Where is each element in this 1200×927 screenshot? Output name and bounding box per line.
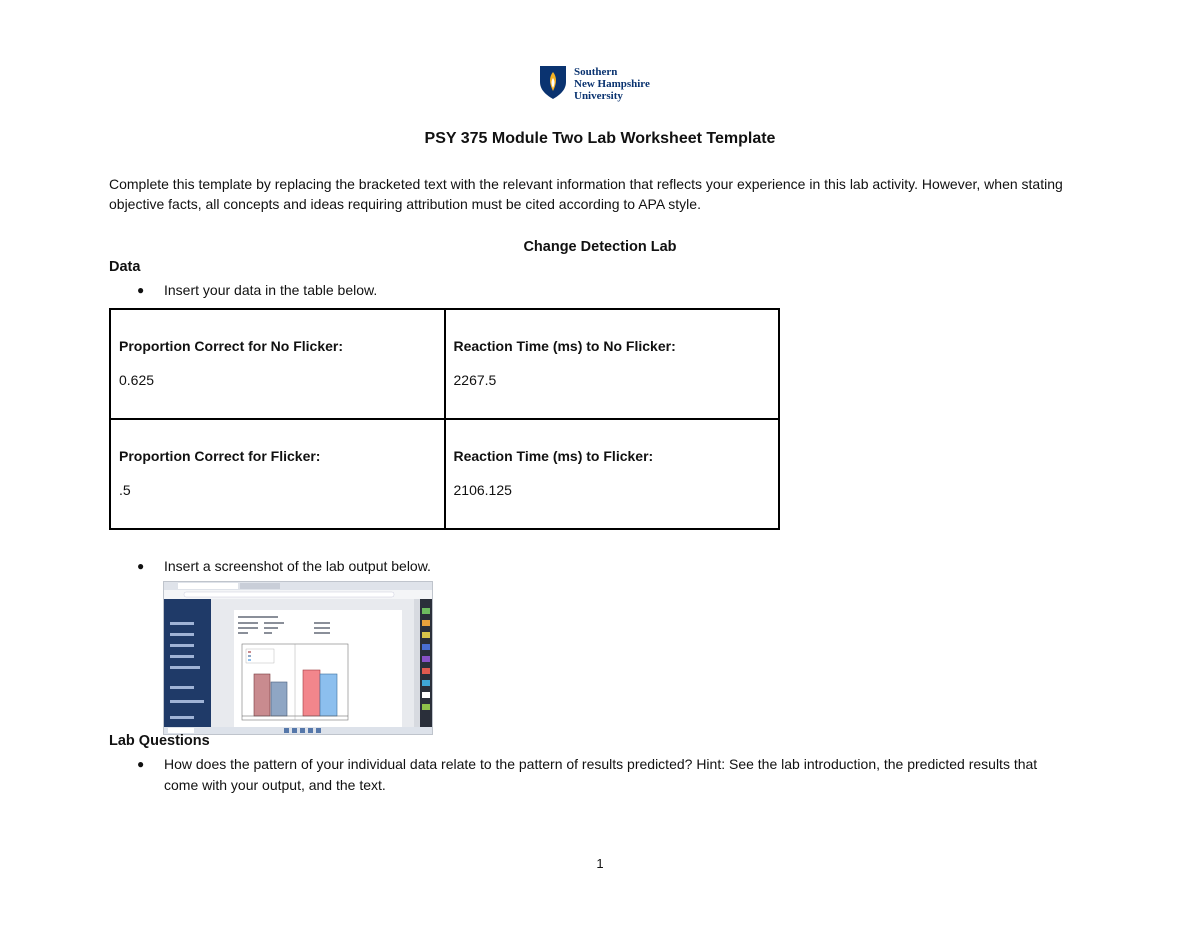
data-heading: Data (109, 259, 141, 275)
cell-value: .5 (119, 482, 131, 498)
logo-wordmark: Southern New Hampshire University (574, 66, 650, 102)
lab-questions-heading: Lab Questions (109, 733, 210, 749)
document-page: Southern New Hampshire University PSY 375 Module Two Lab Worksheet Template Complete this template by replacing the bracketed text with the relevant information that reflects your experience in this lab activity. However, when stating objective facts, all concepts and ideas requiring attribution must be cited according to APA style. Change Detection Lab Data ● Insert your data in the table below. Proportion Correct for No Flicker: 0.625 Reaction Time (ms) to No Flicker: 2267.5 Proportion Correct for Flicker: .5 Reaction Time (ms) to Flicker: 2106.125 ● Insert a screenshot of the lab output below. Lab Questions ● How does the pattern of your individual data relate to the pattern of results predicted? Hint: See the lab introduction, the predicted results that come with your output, and the text. 1 (0, 0, 1200, 927)
bullet-icon: ● (137, 757, 145, 771)
table-cell[interactable] (445, 419, 780, 529)
shield-icon (538, 64, 568, 100)
table-cell[interactable] (445, 309, 780, 419)
cell-value: 2267.5 (453, 372, 497, 388)
table-row (110, 419, 779, 529)
cell-label: Reaction Time (ms) to No Flicker: (453, 338, 676, 354)
snhu-logo (538, 64, 668, 104)
cell-label: Proportion Correct for No Flicker: (119, 338, 344, 354)
lab-output-screenshot[interactable] (163, 581, 433, 735)
table-cell[interactable] (110, 419, 445, 529)
lab-title: Change Detection Lab (523, 239, 677, 255)
cell-label: Proportion Correct for Flicker: (119, 448, 321, 464)
cell-value: 2106.125 (453, 482, 512, 498)
bullet-icon: ● (137, 283, 145, 297)
page-number: 1 (596, 856, 604, 871)
table-row (110, 309, 779, 419)
table-cell[interactable] (110, 309, 445, 419)
data-table (109, 308, 780, 530)
cell-value: 0.625 (119, 372, 155, 388)
intro-paragraph: Complete this template by replacing the bracketed text with the relevant information that reflects your experience in this lab activity. However, when stating objective facts, all concepts and ideas requiring attribution must be cited according to APA style. (109, 176, 1063, 212)
screenshot-image (164, 582, 432, 734)
page-title: PSY 375 Module Two Lab Worksheet Template (424, 130, 776, 147)
cell-label: Reaction Time (ms) to Flicker: (453, 448, 654, 464)
bullet-icon: ● (137, 559, 145, 573)
